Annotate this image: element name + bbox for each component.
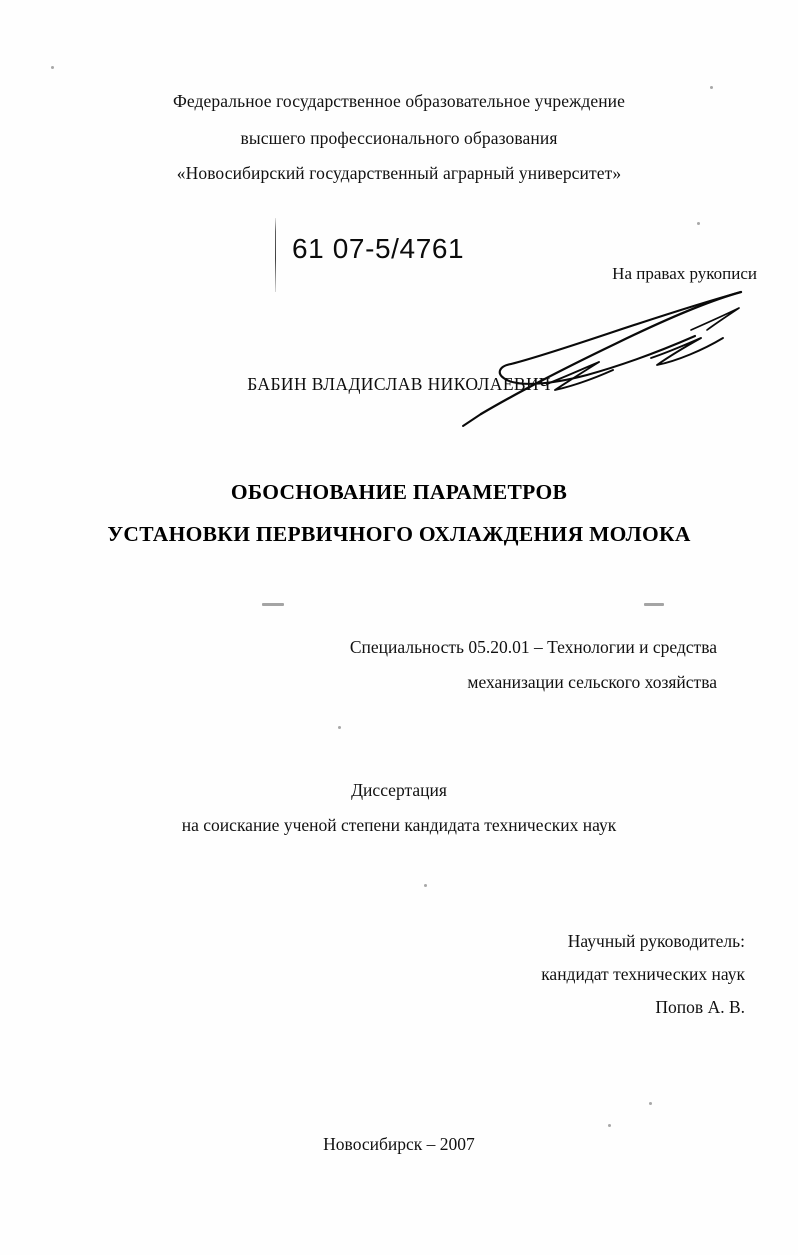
manuscript-rights-note: На правах рукописи: [612, 264, 757, 283]
advisor-label: Научный руководитель:: [567, 931, 745, 951]
institution-line-3: «Новосибирский государственный аграрный университет»: [176, 163, 622, 183]
scan-speck-top-right: [710, 86, 713, 89]
scan-smudge-left: [262, 603, 284, 606]
catalog-number: 61 07-5/4761: [292, 233, 465, 264]
institution-line-2: высшего профессионального образования: [240, 128, 558, 148]
scan-smudge-right: [644, 603, 664, 606]
author-name: БАБИН ВЛАДИСЛАВ НИКОЛАЕВИЧ: [247, 374, 551, 394]
place-and-year: Новосибирск – 2007: [323, 1134, 475, 1154]
advisor-degree: кандидат технических наук: [541, 964, 745, 984]
scan-speck-mid-right: [697, 222, 700, 225]
institution-line-1: Федеральное государственное образовательное учреждение: [172, 91, 625, 111]
degree-line-2: на соискание ученой степени кандидата технических наук: [181, 815, 617, 835]
degree-line-1: Диссертация: [351, 780, 447, 800]
advisor-name: Попов А. В.: [655, 997, 745, 1017]
specialty-line-2: механизации сельского хозяйства: [467, 672, 717, 692]
scan-speck-lower-center: [424, 884, 427, 887]
page-title-line-1: ОБОСНОВАНИЕ ПАРАМЕТРОВ: [230, 480, 568, 504]
scan-speck-bottom-center: [649, 1102, 652, 1105]
scan-speck-bottom-right: [608, 1124, 611, 1127]
scan-speck-top-left: [51, 66, 54, 69]
scan-speck-mid-left: [338, 726, 341, 729]
specialty-line-1: Специальность 05.20.01 – Технологии и средства: [349, 637, 717, 657]
signature-icon: [455, 272, 765, 417]
page-title-line-2: УСТАНОВКИ ПЕРВИЧНОГО ОХЛАЖДЕНИЯ МОЛОКА: [107, 522, 691, 546]
